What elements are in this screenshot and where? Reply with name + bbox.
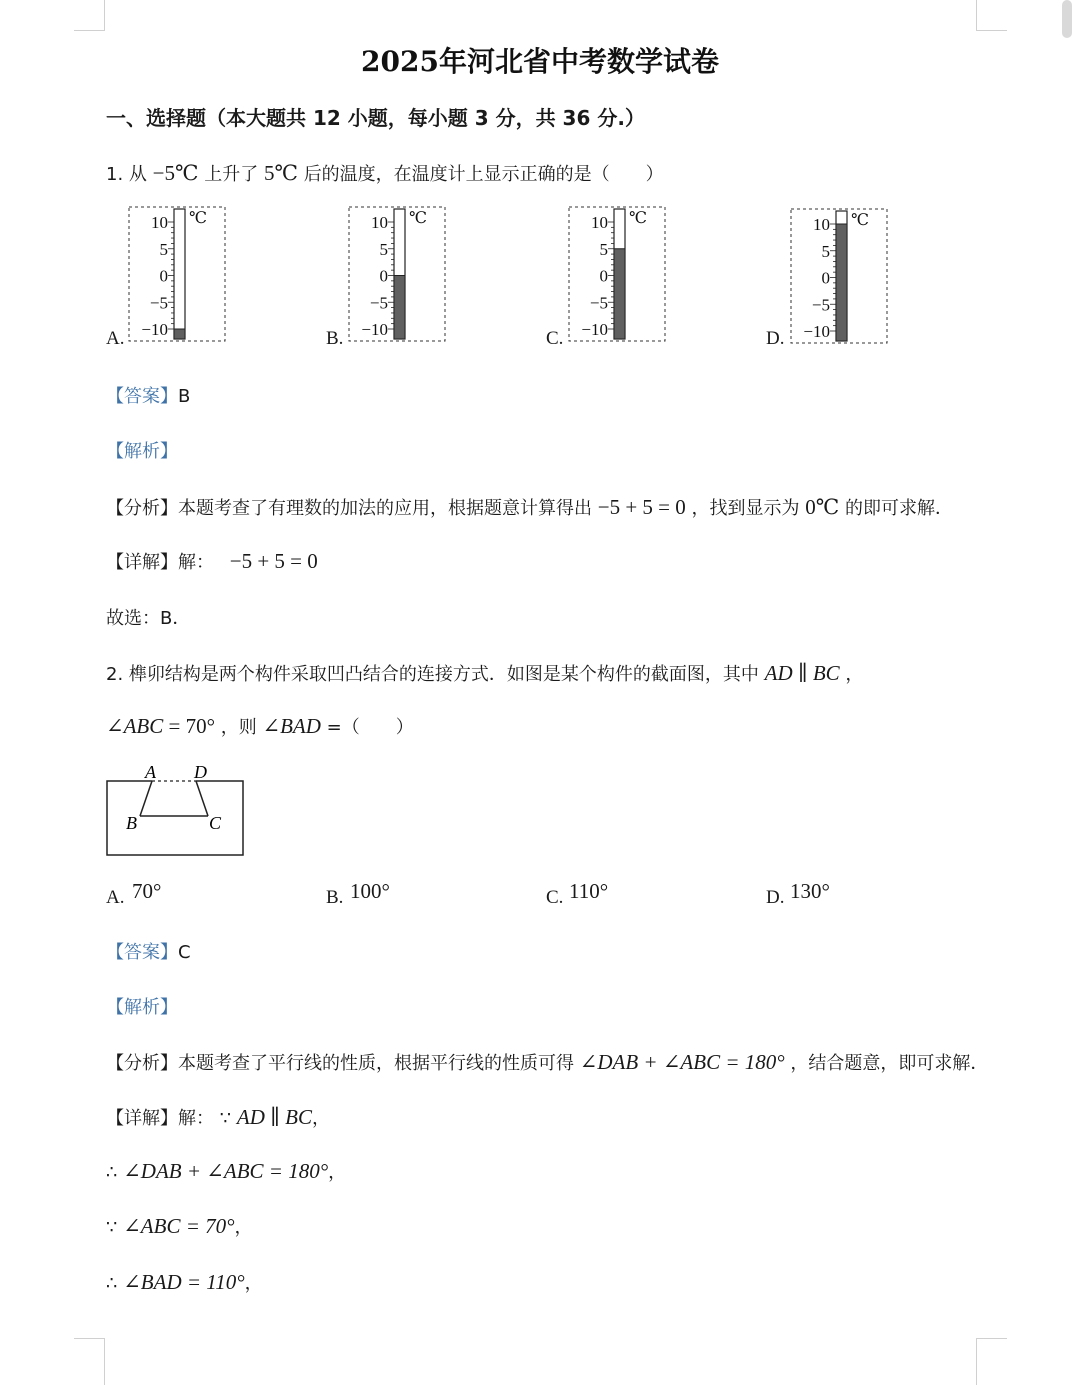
thermometer-option[interactable]: [546, 205, 676, 355]
solution-step: [106, 1158, 346, 1184]
thermometer-unit: ℃: [189, 210, 207, 227]
math-temp-start: −5℃: [152, 161, 199, 185]
fenxi-tag: 【分析】: [106, 498, 178, 519]
option-label: D.: [766, 887, 785, 908]
question-2-stem: [106, 660, 863, 686]
question-1-text: 上升了: [204, 164, 259, 185]
thermometer-mercury: [174, 329, 185, 339]
thermometer-scale-label: −10: [361, 320, 388, 339]
fenxi-text: ，找到显示为: [691, 498, 800, 519]
thermometer-options: [0, 205, 1080, 355]
thermometer-scale-label: 5: [599, 239, 608, 259]
mortise-tenon-figure: [100, 760, 250, 860]
answer-value: C: [178, 942, 191, 963]
fenxi-text: 的即可求解．: [844, 498, 953, 519]
option-label: B.: [326, 328, 344, 349]
math-expression: ∠DAB + ∠ABC = 180°: [123, 1159, 329, 1183]
punctuation: ，: [328, 1162, 347, 1183]
because-symbol: ∵: [106, 1217, 118, 1238]
option-value: 110°: [569, 879, 609, 903]
page-corner-mark: [976, 1338, 1007, 1385]
thermometer-scale-label: −5: [149, 293, 168, 313]
math-expression: ∠BAD = 110°: [123, 1270, 245, 1294]
fenxi-text: 本题考查了平行线的性质，根据平行线的性质可得: [178, 1053, 574, 1074]
figure-segment-ab: [140, 781, 152, 816]
question-1-stem: [106, 160, 664, 186]
punctuation: ，: [244, 1273, 263, 1294]
thermometer-figure: [568, 206, 668, 346]
thermometer-unit: ℃: [629, 210, 647, 227]
answer-tag: 【答案】: [106, 386, 178, 407]
punctuation: ，: [311, 1108, 330, 1129]
thermometer-option[interactable]: [766, 205, 896, 355]
solution-detail: [106, 1104, 330, 1130]
thermometer-scale-label: −5: [589, 293, 608, 313]
math-segment: BC: [812, 661, 840, 685]
thermometer-scale-label: 5: [379, 239, 388, 259]
option-value: 100°: [350, 879, 390, 903]
therefore-symbol: ∴: [106, 1162, 118, 1183]
option-value: 130°: [790, 879, 830, 903]
thermometer-option[interactable]: [106, 205, 236, 355]
question-2-text: =（ ）: [326, 717, 414, 738]
option-value: 70°: [132, 879, 162, 903]
thermometer-option[interactable]: [326, 205, 456, 355]
math-expression: ∠DAB + ∠ABC = 180°: [579, 1050, 785, 1074]
thermometer-scale-label: −5: [811, 295, 830, 315]
math-parallel: ∥: [792, 661, 813, 685]
math-angle: ∠ABC: [106, 714, 164, 738]
answer-value: B: [178, 386, 191, 407]
thermometer-figure: [128, 206, 228, 346]
solution-step: [106, 1269, 263, 1295]
thermometer-scale-label: 10: [591, 213, 608, 232]
solution-detail: [106, 548, 318, 574]
page-title: 2025年河北省中考数学试卷: [361, 45, 719, 78]
thermometer-scale-label: −10: [141, 320, 168, 339]
therefore-symbol: ∴: [106, 1273, 118, 1294]
page-corner-mark: [976, 0, 1007, 31]
thermometer-scale-label: −10: [581, 320, 608, 339]
option-label: C.: [546, 328, 564, 349]
xiangjie-text: 解：: [178, 552, 214, 573]
option-label: A.: [106, 887, 125, 908]
thermometer-scale-label: −10: [803, 322, 830, 341]
page-corner-mark: [74, 0, 105, 31]
option-label: B.: [326, 887, 344, 908]
solution-step: [106, 1213, 253, 1239]
figure-label-a: A: [145, 762, 156, 782]
thermometer-scale-label: −5: [369, 293, 388, 313]
fenxi-tag: 【分析】: [106, 1053, 178, 1074]
thermometer-unit: ℃: [851, 212, 869, 229]
thermometer-mercury: [836, 224, 847, 341]
thermometer-scale-label: 0: [821, 268, 830, 288]
thermometer-unit: ℃: [409, 210, 427, 227]
math-expression: −5 + 5 = 0: [229, 549, 318, 573]
because-symbol: ∵: [219, 1108, 232, 1129]
answer-tag: 【答案】: [106, 942, 178, 963]
question-2-text: ，则: [220, 717, 257, 738]
thermometer-mercury: [614, 249, 625, 339]
punctuation: ，: [845, 664, 864, 685]
thermometer-scale-label: 0: [379, 266, 388, 286]
math-expression: ∠ABC = 70°: [123, 1214, 235, 1238]
thermometer-figure: [790, 208, 890, 348]
answer-line: [106, 382, 190, 408]
thermometer-figure: [348, 206, 448, 346]
thermometer-scale-label: 5: [159, 239, 168, 259]
thermometer-scale-label: 0: [599, 266, 608, 286]
fenxi-text: 本题考查了有理数的加法的应用，根据题意计算得出: [178, 498, 592, 519]
scrollbar-thumb[interactable]: [1062, 0, 1072, 38]
answer-line: [106, 938, 191, 964]
figure-label-d: D: [194, 762, 207, 782]
option-label: C.: [546, 887, 564, 908]
question-2-text: 2. 榫卯结构是两个构件采取凹凸结合的连接方式．如图是某个构件的截面图，其中: [106, 664, 759, 685]
question-1-text: 后的温度，在温度计上显示正确的是（ ）: [303, 164, 664, 185]
math-angle: ∠BAD: [262, 714, 321, 738]
math-segment: AD: [764, 661, 793, 685]
thermometer-tube: [174, 209, 185, 339]
analysis-tag: 【解析】: [106, 997, 178, 1018]
option-label: D.: [766, 328, 785, 349]
thermometer-scale-label: 10: [813, 215, 830, 234]
figure-segment-dc: [196, 781, 208, 816]
question-1-number: 1. 从: [106, 164, 147, 185]
thermometer-mercury: [394, 276, 405, 340]
math-temp-rise: 5℃: [263, 161, 298, 185]
page-corner-mark: [74, 1338, 105, 1385]
math-expression: −5 + 5 = 0: [597, 495, 686, 519]
analysis-tag: 【解析】: [106, 441, 178, 462]
thermometer-scale-label: 0: [159, 266, 168, 286]
section-heading: 一、选择题（本大题共 12 小题，每小题 3 分，共 36 分.）: [106, 106, 645, 130]
fenxi-text: ，结合题意，即可求解．: [790, 1053, 989, 1074]
thermometer-scale-label: 10: [371, 213, 388, 232]
figure-label-b: B: [126, 813, 137, 833]
math-value: = 70°: [163, 714, 216, 738]
final-choice: 故选：B．: [106, 608, 191, 629]
analysis-paragraph: [106, 494, 953, 520]
analysis-paragraph: [106, 1049, 988, 1075]
xiangjie-tag: 【详解】: [106, 1108, 178, 1129]
xiangjie-text: 解：: [178, 1108, 214, 1129]
option-label: A.: [106, 328, 125, 349]
thermometer-scale-label: 10: [151, 213, 168, 232]
math-expression: 0℃: [805, 495, 840, 519]
xiangjie-tag: 【详解】: [106, 552, 178, 573]
thermometer-scale-label: 5: [821, 241, 830, 261]
figure-label-c: C: [209, 813, 222, 833]
punctuation: ，: [234, 1217, 253, 1238]
question-2-stem-continued: [106, 713, 414, 739]
math-expression: AD ∥ BC: [236, 1105, 312, 1129]
